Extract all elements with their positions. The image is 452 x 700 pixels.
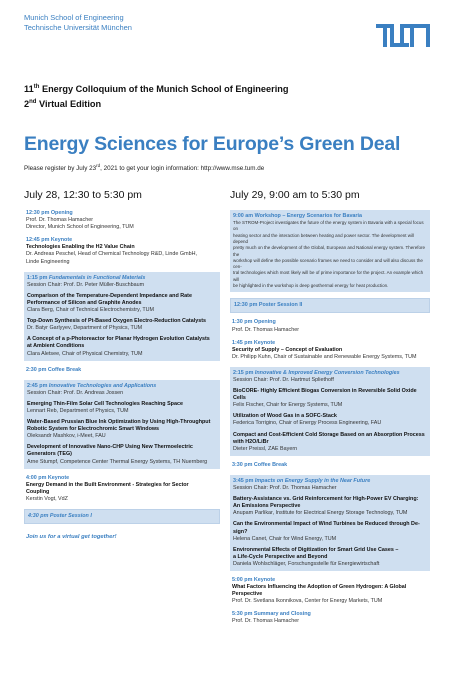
workshop-block: 9:00 am Workshop – Energy Scenarios for Bavaria The STROM-Project investigates the future of the energy system in Bavaria with a special focus on heating sector and the interaction between heating and power sector. The development will depend pretty much on the development of the Global, European and National energy system. Therefore the workshop will define the possible scenario frames we need to consider and will also discuss the cen- tral technologies which most likely will be of prime importance for the project. An example which will be highlighted in the workshop is deep geothermal energy for heat production. <box>230 210 430 292</box>
institution-line-1: Munich School of Engineering <box>24 13 124 22</box>
poster-session-1: 4:30 pm Poster Session I <box>24 509 220 524</box>
opening-block: 12:30 pm Opening Prof. Dr. Thomas Hamacher Director, Munich School of Engineering, TUM <box>26 210 134 231</box>
page-title: Energy Sciences for Europe’s Green Deal <box>24 133 401 155</box>
session-impacts: 3:45 pm Impacts on Energy Supply in the Near Future Session Chair: Prof. Dr. Thomas Hamacher Battery-Assistance vs. Grid Reinforcement for High-Power EV Charging: An Emissions Perspective Anupam Parlikar, Institute for Electrical Energy Storage Technology, TUM Can the Environmental Impact of Wind Turbines be Reduced through De- sign? Helena Canet, Chair for Wind Energy, TUM Environmental Effects of Digitization for Smart Grid Use Cases – a Life-Cycle Perspective and Beyond Daniela Wohlschläger, Forschungsstelle für Energiewirtschaft <box>230 475 430 571</box>
session-innovative: 2:45 pm Innovative Technologies and Applications Session Chair: Prof. Dr. Andreas Jossen Emerging Thin-Film Solar Cell Technologies Reaching Space Lennart Reb, Department of Physics, TUM Water-Based Prussian Blue Ink Optimization by Using High-Throughput Robotic System for Electrochromic Smart Windows Oleksandr Mashkov, i-Meet, FAU Development of Innovative Nano-CHP Using New Thermoelectric Generators (TEG) Arne Stumpf, Competence Center Thermal Energy Systems, TH Nuernberg <box>24 380 220 469</box>
institution-line-2: Technische Universität München <box>24 22 132 32</box>
get-together-note: Join us for a virtual get together! <box>26 534 117 541</box>
keynote-block-4: 5:00 pm Keynote What Factors Influencing the Adoption of Green Hydrogen: A Global Perspective Prof. Dr. Svetlana Ikonnikova, Center for Energy Markets, TUM <box>232 576 407 605</box>
colloquium-heading <box>24 81 288 111</box>
opening-block-2: 1:30 pm Opening Prof. Dr. Thomas Hamacher <box>232 319 300 333</box>
institution-header <box>24 13 132 32</box>
colloquium-line: 11th Energy Colloquium of the Munich School of Engineering <box>24 84 289 95</box>
poster-session-2: 12:30 pm Poster Session II <box>230 298 430 313</box>
edition-line: 2nd Virtual Edition <box>24 99 102 110</box>
keynote-block-2: 4:00 pm Keynote Energy Demand in the Built Environment - Strategies for Sector Coupling Kerstin Vogt, VdZ <box>26 474 189 502</box>
registration-note: Please register by July 23rd, 2021 to get your login information: http://www.mse.tum.de <box>24 163 265 173</box>
day-1-heading: July 28, 12:30 to 5:30 pm <box>24 189 142 201</box>
keynote-block-3: 1:45 pm Keynote Security of Supply – Concept of Evaluation Dr. Philipp Kuhn, Chair of Sustainable and Renewable Energy Systems, TUM <box>232 339 417 360</box>
coffee-break: 2:30 pm Coffee Break <box>26 366 82 373</box>
day-2-program <box>230 210 430 632</box>
session-fundamentals: 1:15 pm Fundamentals in Functional Materials Session Chair: Prof. Dr. Peter Müller-Buschbaum Comparison of the Temperature-Dependent Impedance and Rate Performance of Silicon and Graphite Anodes Clara Berg, Chair of Technical Electrochemistry, TUM Top-Down Synthesis of Pt-Based Oxygen Electro-Reduction Catalysts Dr. Batyr Garlyyev, Department of Physics, TUM A Concept of a p-Photoreactor for Planar Hydrogen Evolution Catalysts at Ambient Conditions Clara Aletsee, Chair of Physical Chemistry, TUM <box>24 272 220 361</box>
keynote-block: 12:45 pm Keynote Technologies Enabling the H2 Value Chain Dr. Andreas Peschel, Head of Chemical Technology R&D, Linde GmbH, Linde Engineering <box>26 237 197 265</box>
closing-block: 5:30 pm Summary and Closing Prof. Dr. Thomas Hamacher <box>232 611 311 625</box>
tum-logo-icon <box>376 24 430 50</box>
coffee-break-2: 3:30 pm Coffee Break <box>232 461 288 468</box>
session-conversion: 2:15 pm Innovative & Improved Energy Conversion Technologies Session Chair: Prof. Dr. Hartmut Spliethoff BioCORE- Highly Efficient Biogas Conversion in Reversible Solid Oxide Cells Felix Fischer, Chair for Energy Systems, TUM Utilization of Wood Gas in a SOFC-Stack Federica Torrigino, Chair of Energy Process Engineering, FAU Compact and Cost-Efficient Cold Storage Based on an Absorption Process with H2O/LiBr Dieter Preissl, ZAE Bayern <box>230 367 430 456</box>
day-1-program <box>24 210 220 541</box>
day-2-heading: July 29, 9:00 am to 5:30 pm <box>230 189 360 201</box>
